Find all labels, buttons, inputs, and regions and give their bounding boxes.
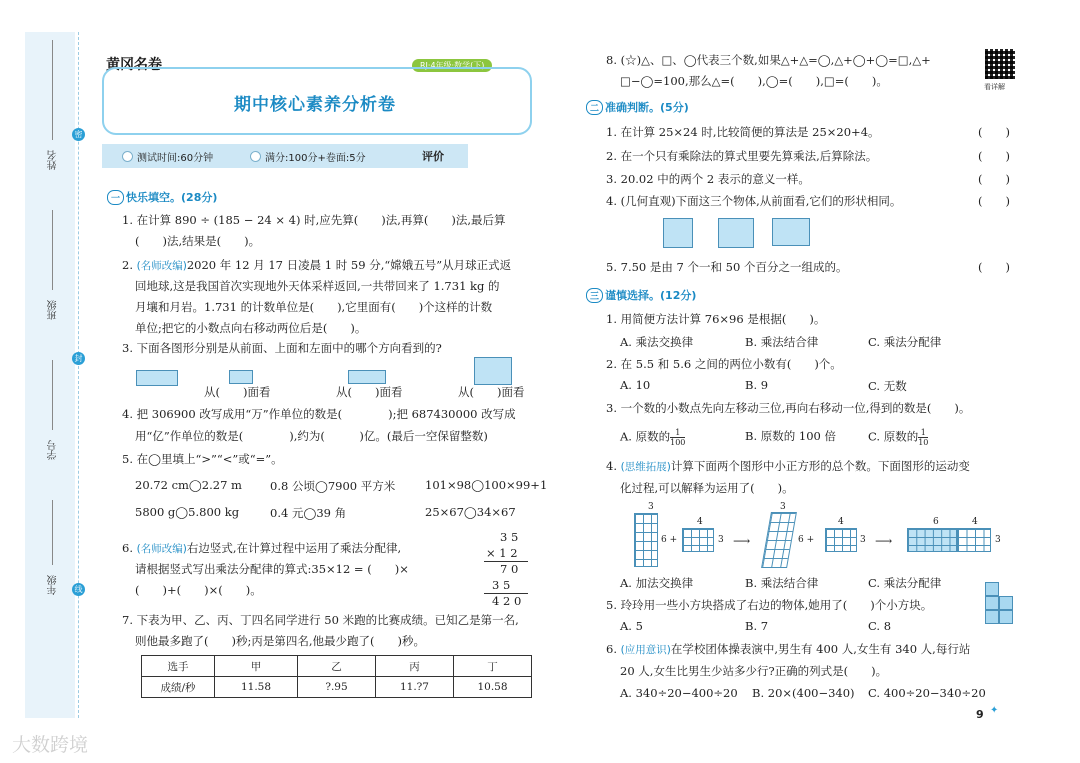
c4-grid-4 (825, 528, 857, 552)
page-number: 9 (976, 708, 984, 721)
c1-opt-a[interactable]: A. 乘法交换律 (620, 335, 694, 349)
grade-blank (52, 500, 53, 565)
grade-tag: RJ·4年级·数学(下) (412, 59, 492, 72)
seal-dot-mi: 密 (72, 128, 85, 141)
q6-vert-3: 7 0 (500, 562, 519, 576)
c6-opt-a[interactable]: A. 340÷20−400÷20 (620, 686, 738, 700)
table-header: 丙 (376, 656, 454, 677)
table-header: 选手 (142, 656, 215, 677)
table-cell: ?.95 (298, 677, 376, 698)
c1-opt-b[interactable]: B. 乘法结合律 (745, 335, 819, 349)
q5-item-6: 25×67◯34×67 (425, 505, 516, 519)
q3-view-3: 从( )面看 (458, 385, 525, 399)
judge-1: 1. 在计算 25×24 时,比较简便的算法是 25×20+4。 (606, 125, 880, 139)
q1-line-1: 1. 在计算 890 ÷ (185 − 24 × 4) 时,应先算( )法,再算( )法,最后算 (122, 213, 506, 227)
q5-item-2: 0.8 公顷◯7900 平方米 (270, 479, 396, 493)
binding-strip (25, 32, 75, 718)
section-2-heading: 二 准确判断。(5分) (586, 99, 689, 115)
c5-cube (985, 596, 999, 610)
table-cell: 成绩/秒 (142, 677, 215, 698)
info-bar (102, 144, 468, 168)
class-blank (52, 210, 53, 290)
q6-vert-4: 3 5 (492, 578, 511, 592)
table-header: 乙 (298, 656, 376, 677)
c4-label: 4 (972, 517, 978, 527)
watermark: 大数跨境 (12, 734, 89, 756)
c6-line-2: 20 人,女生比男生少站多少行?正确的列式是( )。 (620, 664, 888, 678)
q2-line-3: 月壤和月岩。1.731 的计数单位是( ),它里面有( )个这样的计数 (135, 300, 493, 314)
q6-line-3: ( )+( )×( )。 (135, 583, 262, 597)
q2-line-2: 回地球,这是我国首次实现地外天体采样返回,一共带回来了 1.731 kg 的 (135, 279, 500, 293)
section-3-heading: 三 谨慎选择。(12分) (586, 287, 696, 303)
judge-2: 2. 在一个只有乘除法的算式里要先算乘法,后算除法。 (606, 149, 878, 163)
q6-vert-2: × 1 2 (486, 546, 518, 560)
c4-grid-1 (634, 513, 658, 567)
name-label: 姓名 (48, 150, 59, 170)
grade-label: 年级 (48, 575, 59, 595)
seal-dot-xian: 线 (72, 583, 85, 596)
judge-paren-5[interactable]: ( ) (978, 260, 1010, 274)
c4-grid-2 (682, 528, 714, 552)
q2-line-4: 单位;把它的小数点向右移动两位后是( )。 (135, 321, 367, 335)
c3-frac-a: $\frac{1}{100}$ (670, 428, 686, 447)
q3-figure-2 (229, 370, 253, 384)
score-info: 满分:100分+卷面:5分 (250, 149, 366, 164)
c3-question: 3. 一个数的小数点先向左移动三位,再向右移动一位,得到的数是( )。 (606, 401, 971, 415)
c4-label: 3 (648, 502, 654, 512)
q3-figure-3 (348, 370, 386, 384)
class-label: 班级 (48, 300, 59, 320)
q4-line-1: 4. 把 306900 改写成用“万”作单位的数是( );把 687430000 改写成 (122, 407, 516, 421)
c3-opt-c[interactable]: C. 原数的 $\frac{1}{10}$ (868, 428, 929, 447)
c6-opt-b[interactable]: B. 20×(400−340) (752, 686, 855, 700)
c4-grid-3 (761, 512, 797, 568)
arrow-icon: ⟶ (733, 534, 751, 548)
q6-line-2: 请根据竖式写出乘法分配律的算式:35×12 = ( )× (135, 562, 409, 576)
c1-opt-c[interactable]: C. 乘法分配律 (868, 335, 942, 349)
c2-opt-a[interactable]: A. 10 (620, 378, 651, 392)
q5-item-1: 20.72 cm◯2.27 m (135, 478, 242, 492)
c2-question: 2. 在 5.5 和 5.6 之间的两位小数有( )个。 (606, 357, 842, 371)
c4-label: 6 (933, 517, 939, 527)
c5-opt-a[interactable]: A. 5 (620, 619, 643, 633)
judge4-object-3 (772, 218, 810, 246)
judge-5: 5. 7.50 是由 7 个一和 50 个百分之一组成的。 (606, 260, 848, 274)
table-cell: 10.58 (454, 677, 532, 698)
c2-opt-c[interactable]: C. 无数 (868, 379, 907, 393)
judge-4: 4. (几何直观)下面这三个物体,从前面看,它们的形状相同。 (606, 194, 902, 208)
c4-line-1: 4. (思维拓展)计算下面两个图形中小正方形的总个数。下面图形的运动变 (606, 459, 970, 473)
q6-vert-5: 4 2 0 (492, 594, 522, 608)
seal-dot-feng: 封 (72, 352, 85, 365)
c5-question: 5. 玲玲用一些小方块搭成了右边的物体,她用了( )个小方块。 (606, 598, 933, 612)
c4-label: 3 (718, 535, 724, 545)
table-cell: 11.?7 (376, 677, 454, 698)
c4-label: 3 (995, 535, 1001, 545)
c4-opt-a[interactable]: A. 加法交换律 (620, 576, 694, 590)
c4-label: 3 (780, 502, 786, 512)
q7-line-1: 7. 下表为甲、乙、丙、丁四名同学进行 50 米跑的比赛成绩。已知乙是第一名, (122, 613, 519, 627)
c5-opt-b[interactable]: B. 7 (745, 619, 769, 633)
c3-opt-b[interactable]: B. 原数的 100 倍 (745, 429, 837, 443)
brand-logo: 黄冈名卷 (106, 57, 162, 73)
q1-line-2: ( )法,结果是( )。 (135, 234, 261, 248)
q5-title: 5. 在◯里填上“>”“<”或“=”。 (122, 452, 283, 466)
q2-line-1: 2. (名师改编)2020 年 12 月 17 日凌晨 1 时 59 分,“嫦娥五号”从月球正式返 (122, 258, 512, 272)
c4-grid-5 (907, 528, 957, 552)
c5-opt-c[interactable]: C. 8 (868, 619, 892, 633)
judge4-object-1 (663, 218, 693, 248)
c5-cube (985, 582, 999, 596)
c2-opt-b[interactable]: B. 9 (745, 378, 769, 392)
c6-opt-c[interactable]: C. 400÷20−340÷20 (868, 686, 986, 700)
q5-item-5: 0.4 元◯39 角 (270, 506, 347, 520)
judge-paren-2[interactable]: ( ) (978, 149, 1010, 163)
c4-opt-c[interactable]: C. 乘法分配律 (868, 576, 942, 590)
q3-view-2: 从( )面看 (336, 385, 403, 399)
c4-label: 4 (838, 517, 844, 527)
c3-opt-a[interactable]: A. 原数的 $\frac{1}{100}$ (620, 428, 686, 447)
section-1-heading: 一 快乐填空。(28分) (107, 189, 217, 205)
star-icon: ✦ (990, 705, 999, 716)
q3-figure-4 (474, 357, 512, 385)
page-title: 期中核心素养分析卷 (234, 95, 396, 115)
c5-cube (999, 610, 1013, 624)
c4-label: 6 + (798, 535, 815, 545)
c3-frac-c: $\frac{1}{10}$ (918, 428, 929, 447)
name-blank (52, 40, 53, 140)
table-header: 甲 (215, 656, 298, 677)
eval-label: 评价 (422, 150, 444, 163)
q8-line-2: □−◯=100,那么△=( ),◯=( ),□=( )。 (620, 74, 888, 88)
q7-line-2: 则他最多跑了( )秒;丙是第四名,他最少跑了( )秒。 (135, 634, 425, 648)
table-cell: 11.58 (215, 677, 298, 698)
judge-3: 3. 20.02 中的两个 2 表示的意义一样。 (606, 172, 810, 186)
arrow-icon: ⟶ (875, 534, 893, 548)
c5-cube (999, 596, 1013, 610)
score-table (141, 655, 532, 698)
c4-grid-6 (957, 528, 991, 552)
q5-item-4: 5800 g◯5.800 kg (135, 505, 240, 519)
c6-line-1: 6. (应用意识)在学校团体操表演中,男生有 400 人,女生有 340 人,每行站 (606, 642, 971, 656)
qr-label: 看详解 (984, 83, 1005, 91)
c4-label: 6 + (661, 535, 678, 545)
c4-line-2: 化过程,可以解释为运用了( )。 (620, 481, 794, 495)
q6-line-1: 6. (名师改编)右边竖式,在计算过程中运用了乘法分配律, (122, 541, 402, 555)
table-header: 丁 (454, 656, 532, 677)
time-info: 测试时间:60分钟 (122, 149, 213, 164)
qr-code[interactable] (985, 49, 1015, 79)
judge4-object-2 (718, 218, 754, 248)
id-blank (52, 360, 53, 430)
judge-paren-1[interactable]: ( ) (978, 125, 1010, 139)
q6-vert-1: 3 5 (500, 530, 519, 544)
c4-label: 3 (860, 535, 866, 545)
id-label: 学号 (48, 440, 59, 460)
q5-item-3: 101×98◯100×99+1 (425, 478, 548, 492)
c4-label: 4 (697, 517, 703, 527)
q8-line-1: 8. (☆)△、□、◯代表三个数,如果△+△=◯,△+◯+◯=□,△+ (606, 53, 931, 67)
q4-line-2: 用“亿”作单位的数是( ),约为( )亿。(最后一空保留整数) (135, 429, 488, 443)
c1-question: 1. 用简便方法计算 76×96 是根据( )。 (606, 312, 826, 326)
c5-cube (985, 610, 999, 624)
q3-figure-1 (136, 370, 178, 386)
c4-opt-b[interactable]: B. 乘法结合律 (745, 576, 819, 590)
judge-paren-3[interactable]: ( ) (978, 172, 1010, 186)
q3-text: 3. 下面各图形分别是从前面、上面和左面中的哪个方向看到的? (122, 341, 442, 355)
q3-view-1: 从( )面看 (204, 385, 271, 399)
judge-paren-4[interactable]: ( ) (978, 194, 1010, 208)
